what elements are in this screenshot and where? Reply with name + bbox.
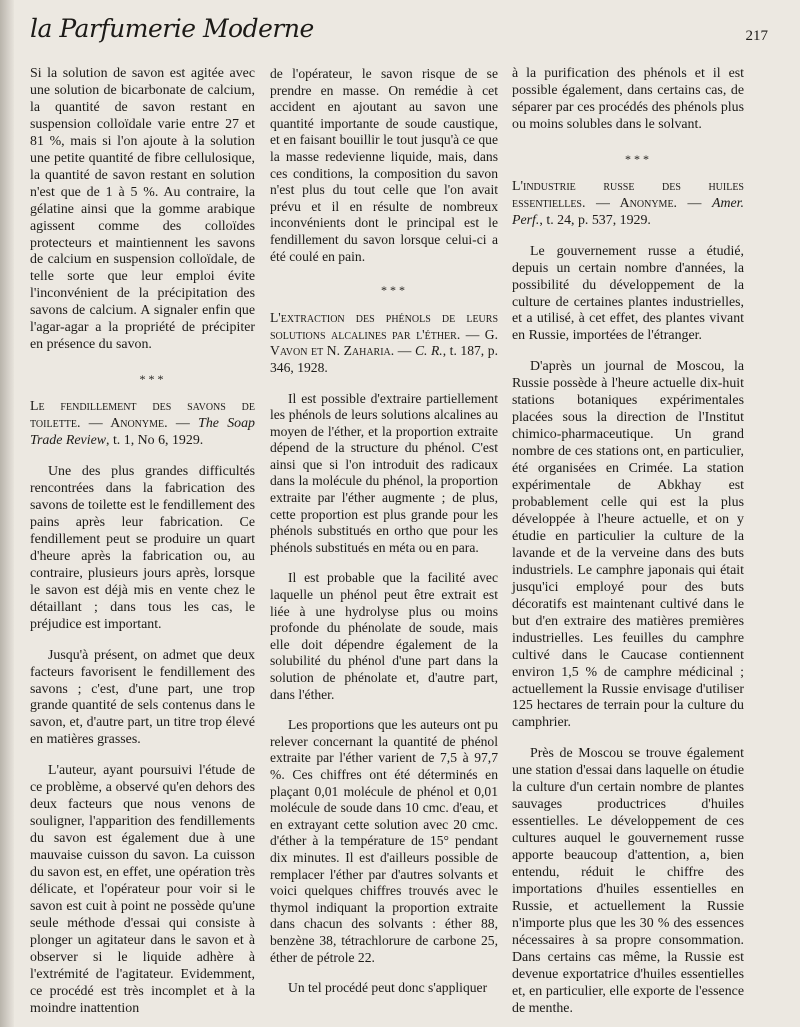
article-title: L'industrie russe des huiles essentielles. bbox=[512, 178, 744, 211]
paragraph: à la purification des phénols et il est possible également, dans certains cas, de séparer par ces procédés des phénols plus ou moins solubles dans le solvant. bbox=[512, 66, 744, 132]
journal-name: C. R. bbox=[414, 343, 443, 359]
paragraph: de l'opérateur, le savon risque de se prendre en masse. On remédie à cet accident en ajoutant au savon une quantité importante de soude caustique, et en faisant bouillir le tout jusqu'à ce que la masse redevienne liquide, mais, dans ces conditions, la composition du savon n'est plus du tout celle que l'on avait prévu et il en résulte de nombreux inconvénients dont le principal est le fendillement du savon lorsque celui-ci a été coulé en pain. bbox=[270, 66, 498, 264]
paragraph: Il est probable que la facilité avec laquelle un phénol peut être extrait est liée à une hydrolyse plus ou moins profonde du phénolate de soude, mais elle doit dépendre également de la solubilité du phénol d'une part dans la solution de phénolate et, d'autre part, dans l'éther. bbox=[270, 570, 498, 702]
journal-reference: , t. 1, No 6, 1929. bbox=[106, 433, 204, 449]
article-title: Le fendillement des savons de toilette. bbox=[30, 399, 255, 432]
journal-name: The Soap Trade Review bbox=[30, 416, 256, 449]
article-authors: — G. Vavon et N. Zaharia. — bbox=[270, 326, 499, 359]
article-heading bbox=[30, 399, 255, 450]
column-right bbox=[512, 66, 744, 1018]
paragraph: L'auteur, ayant poursuivi l'étude de ce problème, a observé qu'en dehors des deux facteurs que nous venons de souligner, l'apparition des fendillements du savon est également due à une mauvaise cuisson du savon. La cuisson du savon est, en effet, une opération très délicate, et l'opérateur pour voir si le savon est cuit à point ne possède qu'une seule méthode d'essai qui consiste à plonger un agitateur dans le savon et à observer si le liquide adhère à l'extrémité de l'agitateur. Evidemment, ce procédé est très incomplet et à la moindre inattention bbox=[30, 763, 255, 1016]
journal-name: Amer. Perf. bbox=[512, 195, 744, 228]
paragraph: Les proportions que les auteurs ont pu relever concernant la quantité de phénol extraite par l'éther varient de 7,5 à 97,7 %. Ces chiffres ont été déterminés en plaçant 0,01 molécule de phénol et 0,01 molécule de soude dans 10 cmc. d'eau, et en extrayant cette solution avec 20 cmc. d'éther à la température de 15° pendant dix minutes. Il est d'ailleurs possible de remplacer l'éther par d'autres solvants et voici quelques chiffres trouvés avec le thymol indiquant la proportion extraite dans chacun des solvants : éther 88, benzène 38, tétrachlorure de carbone 25, éther de pétrole 22. bbox=[270, 717, 498, 965]
article-title: L'extraction des phénols de leurs solutions alcalines par l'éther. bbox=[270, 310, 498, 342]
article-author: — Anonyme. — bbox=[80, 416, 199, 432]
paragraph: Il est possible d'extraire partiellement les phénols de leurs solutions alcalines au moyen de l'éther, et la proportion extraite dépend de la structure du phénol. C'est ainsi que si l'on introduit des radicaux dans la molécule du phénol, la proportion extraite par l'éther augmente ; de plus, cette proportion est plus grande pour les phénols substitués en ortho que pour les phénols substitués en méta ou en para. bbox=[270, 390, 498, 555]
paragraph: D'après un journal de Moscou, la Russie possède à l'heure actuelle dix-huit stations botaniques expérimentales placées sous la direction de l'Institut chimico-pharmaceutique. Un grand nombre de ces stations ont, en particulier, été organisées en Crimée. La station expérimentale de Abkhay est probablement celle qui est la plus développée à l'heure actuelle, et on y étudie en particulier la culture de la lavande et de la verveine dans des buts industriels. Le camphre japonais qui était jusqu'ici employé pour des buts décoratifs est maintenant cultivé dans le but d'en extraire des matières premières industrielles. Les feuilles du camphre cultivé dans le Caucase contiennent environ 1,5 % de camphre médicinal ; actuellement la Russie envisage d'utiliser 125 hectares de terrain pour la culture du camphrier. bbox=[512, 359, 744, 731]
journal-reference: , t. 187, p. 346, 1928. bbox=[270, 343, 498, 375]
article-heading bbox=[512, 179, 744, 230]
paragraph: Si la solution de savon est agitée avec une solution de bicarbonate de calcium, la quantité de savon restant en suspension colloïdale varie entre 27 et 81 %, mais si l'on ajoute à la solution une petite quantité de fibre cellulosique, la quantité de savon restant en solution n'est que de 1 à 5 %. Au contraire, la gélatine ainsi que la gomme arabique agissent comme des colloïdes protecteurs et maintiennent les savons de calcium en suspension colloïdale, de telle sorte que leur emploi évite l'inconvénient de la précipitation des savons de calcium. A signaler enfin que l'agar-agar a la propriété de précipiter en présence du savon. bbox=[30, 66, 255, 353]
paragraph: Le gouvernement russe a étudié, depuis un certain nombre d'années, la possibilité du développement de la culture de certaines plantes industrielles, et a utilisé, à cet effet, des plantes vivant en Russie, importées de l'étranger. bbox=[512, 243, 744, 344]
journal-reference: , t. 24, p. 537, 1929. bbox=[539, 212, 651, 228]
section-separator: * * * bbox=[381, 283, 405, 298]
section-separator: * * * bbox=[139, 372, 164, 387]
column-left bbox=[30, 66, 255, 1018]
paragraph: Près de Moscou se trouve également une station d'essai dans laquelle on étudie la culture d'un certain nombre de plantes sauvages productrices d'huiles essentielles. Le développement de ces cultures auquel le gouvernement russe apporte beaucoup d'attention, a, bien entendu, réduit le chiffre des importations d'huiles essentielles en Russie, et actuellement la Russie n'importe plus que les 30 % des essences nécessaires à sa propre consommation. Dans certains cas même, la Russie est devenue exportatrice d'huiles essentielles et, en particulier, elle exporte de l'essence de menthe. bbox=[512, 746, 744, 1016]
journal-masthead: la Parfumerie Moderne bbox=[30, 14, 314, 43]
article-author: — Anonyme. — bbox=[585, 195, 712, 211]
section-separator: * * * bbox=[625, 151, 649, 166]
column-middle bbox=[270, 66, 498, 997]
page-number: 217 bbox=[745, 28, 768, 44]
article-heading bbox=[270, 310, 498, 376]
paragraph: Une des plus grandes difficultés rencontrées dans la fabrication des savons de toilette est le fendillement des pains après leur fabrication. Ce fendillement peut se produire un quart d'heure après la fabrication ou, au contraire, plusieurs jours après, lorsque le savon est déjà mis en vente chez le détaillant ; dans tous les cas, le préjudice est important. bbox=[30, 464, 255, 632]
paragraph: Un tel procédé peut donc s'appliquer bbox=[288, 980, 488, 996]
paragraph: Jusqu'à présent, on admet que deux facteurs favorisent le fendillement des savons ; c'est, d'une part, une trop grande quantité de sels contenus dans le savon, et, d'autre part, un titre trop élevé en matières grasses. bbox=[30, 647, 255, 748]
page-edge-shadow bbox=[0, 0, 14, 1027]
